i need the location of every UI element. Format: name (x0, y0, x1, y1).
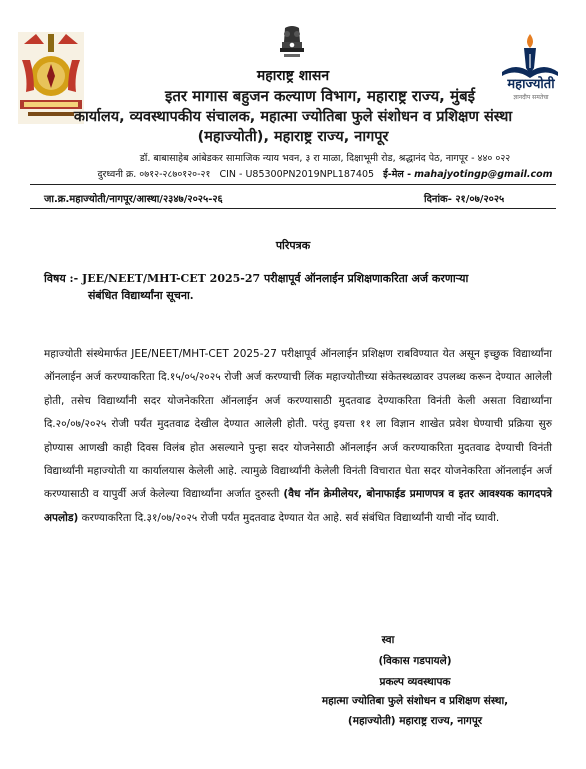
email-label: ई-मेल - (383, 169, 412, 180)
signatory-org-line2: (महाज्योती) महाराष्ट्र राज्य, नागपूर (347, 715, 483, 727)
reference-number: जा.क्र.महाज्योती/नागपूर/आस्था/२३४७/२०२५-२६ (44, 194, 223, 205)
contact-line (70, 167, 580, 180)
subject-line2: संबंधित विद्यार्थ्यांना सूचना. (88, 289, 194, 302)
circular-title: परिपत्रक (275, 239, 311, 252)
brand-tagline: ज्ञानदीप समतेचा (513, 94, 549, 101)
subject-line1: विषय :- JEE/NEET/MHT-CET 2025-27 परीक्षापूर्व ऑनलाईन प्रशिक्षणाकरिता अर्ज करणाऱ्या (44, 272, 469, 285)
office-address: डॉ. बाबासाहेब आंबेडकर सामाजिक न्याय भवन, ३ रा माळा, दिक्षाभूमी रोड, श्रद्धानंद पेठ, नागपूर - ४४० ०२२ (139, 153, 511, 164)
body-text-after: करण्याकरिता दि.३१/०७/२०२५ रोजी पर्यंत मुदतवाढ देण्यात येत आहे. सर्व संबंधित विद्यार्थ्यांनी याची नोंद घ्यावी. (78, 511, 500, 524)
brand-name: महाज्योती (507, 77, 555, 92)
header-divider-top (30, 184, 556, 185)
email-address[interactable]: mahajyotingp@gmail.com (414, 169, 553, 180)
phone-number: दुरध्वनी क्र. ०७१२-२८७०१२०-२१ (97, 169, 211, 180)
cin-number: CIN - U85300PN2019NPL187405 (219, 169, 375, 180)
body-text-before: महाज्योती संस्थेमार्फत JEE/NEET/MHT-CET 2025-27 परीक्षापूर्व ऑनलाईन प्रशिक्षण राबविण्यात येत असून इच्छुक विद्यार्थ्यांना ऑनलाईन अर्ज करण्याकरिता दि.१५/०५/२०२५ रोजी अर्ज करण्याची लिंक महाज्योतीच्या संकेतस्थळावर उपलब्ध करून देण्यात आलेली होती, तसेच विद्यार्थ्यांनी सदर योजनेकरिता ऑनलाईन अर्ज करण्यासाठी मुदतवाढ देण्याकरिता विनंती केली असता विद्यार्थ्यांना दि.२०/०७/२०२५ रोजी पर्यंत मुदतवाढ देखील देण्यात आलेली होती. परंतु इयत्ता ११ ला विज्ञान शाखेत प्रवेश घेण्याची प्रक्रिया सुरु होण्यास आणखी काही दिवस विलंब होत असल्याने पुन्हा सदर योजनेसाठी ऑनलाईन अर्ज करण्याकरिता मुदतवाढ देण्याची विनंती विद्यार्थ्यांनी महाज्योती या कार्यालयास केलेली आहे. त्यामुळे विद्यार्थ्यांनी केलेली विनंती विचारात घेता सदर योजनेकरिता ऑनलाईन अर्ज करण्यासाठी व यापुर्वी अर्ज केलेल्या विद्यार्थ्यांना अर्जात दुरुस्ती (44, 348, 552, 501)
signatory-designation: प्रकल्प व्यवस्थापक (379, 676, 451, 688)
office-heading-line1: कार्यालय, व्यवस्थापकीय संचालक, महात्मा ज्योतिबा फुले संशोधन व प्रशिक्षण संस्था (73, 109, 513, 125)
signatory-name: (विकास गडपायले) (378, 655, 452, 667)
subject-block (44, 270, 554, 304)
header-divider-bottom (30, 208, 556, 209)
department-heading: इतर मागास बहुजन कल्याण विभाग, महाराष्ट्र राज्य, मुंबई (164, 87, 476, 105)
office-heading-line2: (महाज्योती), महाराष्ट्र राज्य, नागपूर (197, 129, 389, 145)
government-heading: महाराष्ट्र शासन (256, 68, 330, 84)
body-text-bold: (वैध नॉन क्रेमीलेयर, बोनाफाईड प्रमाणपत्र व इतर आवश्यक कागदपत्रे अपलोड) (44, 488, 553, 524)
ashoka-lion-capital-icon (275, 24, 309, 64)
signatory-org-line1: महात्मा ज्योतिबा फुले संशोधन व प्रशिक्षण संस्था, (321, 695, 509, 707)
signature-mark: स्वा (381, 634, 395, 646)
reference-date: दिनांक- २१/०७/२०२५ (424, 194, 505, 205)
body-paragraph (44, 343, 552, 530)
